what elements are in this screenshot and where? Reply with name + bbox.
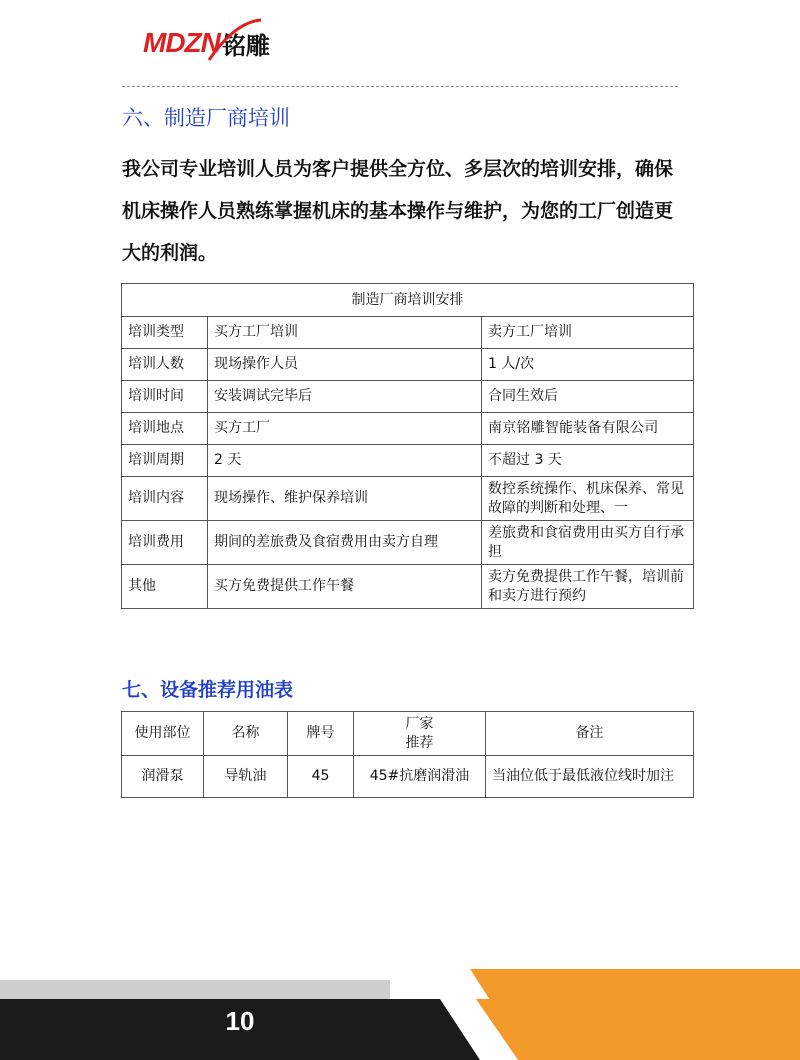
table-cell: 培训内容: [122, 477, 208, 521]
table-cell: 安装调试完毕后: [208, 381, 482, 413]
table-cell: 数控系统操作、机床保养、常见故障的判断和处理、一: [482, 477, 694, 521]
oil-table: [121, 711, 694, 798]
table-cell: 差旅费和食宿费用由买方自行承担: [482, 521, 694, 565]
column-header: 厂家 推荐: [354, 712, 486, 756]
section-6-title: 六、制造厂商培训: [122, 106, 290, 130]
table-cell: 45#抗磨润滑油: [354, 756, 486, 798]
table-row: [122, 445, 694, 477]
table-row: [122, 565, 694, 609]
page-number: 10: [225, 1006, 255, 1036]
table-cell: 培训类型: [122, 317, 208, 349]
table-cell: 期间的差旅费及食宿费用由卖方自理: [208, 521, 482, 565]
table-cell: 现场操作、维护保养培训: [208, 477, 482, 521]
column-header: 牌号: [288, 712, 354, 756]
column-header: 备注: [486, 712, 694, 756]
table-cell: 45: [288, 756, 354, 798]
table-cell: 培训周期: [122, 445, 208, 477]
training-table-caption: 制造厂商培训安排: [122, 284, 694, 317]
table-cell: 其他: [122, 565, 208, 609]
table-cell: 1 人/次: [482, 349, 694, 381]
table-cell: 当油位低于最低液位线时加注: [486, 756, 694, 798]
table-cell: 润滑泵: [122, 756, 204, 798]
table-cell: 培训费用: [122, 521, 208, 565]
table-row: [122, 349, 694, 381]
table-cell: 培训地点: [122, 413, 208, 445]
logo-latin-text: MDZN: [143, 27, 220, 58]
table-cell: 买方工厂: [208, 413, 482, 445]
footer-band: [0, 999, 800, 1060]
table-row: [122, 381, 694, 413]
table-cell: 买方工厂培训: [208, 317, 482, 349]
table-row: [122, 477, 694, 521]
table-cell: 导轨油: [204, 756, 288, 798]
table-cell: 2 天: [208, 445, 482, 477]
footer-orange-top: [470, 969, 800, 1000]
table-cell: 南京铭雕智能装备有限公司: [482, 413, 694, 445]
section-7-title: 七、设备推荐用油表: [122, 679, 294, 701]
table-cell: 培训人数: [122, 349, 208, 381]
header-divider: [122, 86, 678, 87]
training-table: [121, 283, 694, 609]
table-row: [122, 756, 694, 798]
table-cell: 不超过 3 天: [482, 445, 694, 477]
section-6-paragraph: 我公司专业培训人员为客户提供全方位、多层次的培训安排，确保机床操作人员熟练掌握机床的基本操作与维护，为您的工厂创造更大的利润。: [122, 158, 674, 264]
table-cell: 现场操作人员: [208, 349, 482, 381]
table-cell: 培训时间: [122, 381, 208, 413]
table-row: [122, 521, 694, 565]
column-header: 名称: [204, 712, 288, 756]
table-header-row: [122, 712, 694, 756]
column-header: 使用部位: [122, 712, 204, 756]
table-cell: 卖方免费提供工作午餐，培训前和卖方进行预约: [482, 565, 694, 609]
logo-swoosh-icon: [205, 16, 265, 66]
table-cell: 合同生效后: [482, 381, 694, 413]
logo-cjk-text: 铭雕: [221, 31, 270, 60]
table-cell: 买方免费提供工作午餐: [208, 565, 482, 609]
table-row: [122, 317, 694, 349]
company-logo: [143, 26, 270, 60]
table-cell: 卖方工厂培训: [482, 317, 694, 349]
table-row: [122, 413, 694, 445]
